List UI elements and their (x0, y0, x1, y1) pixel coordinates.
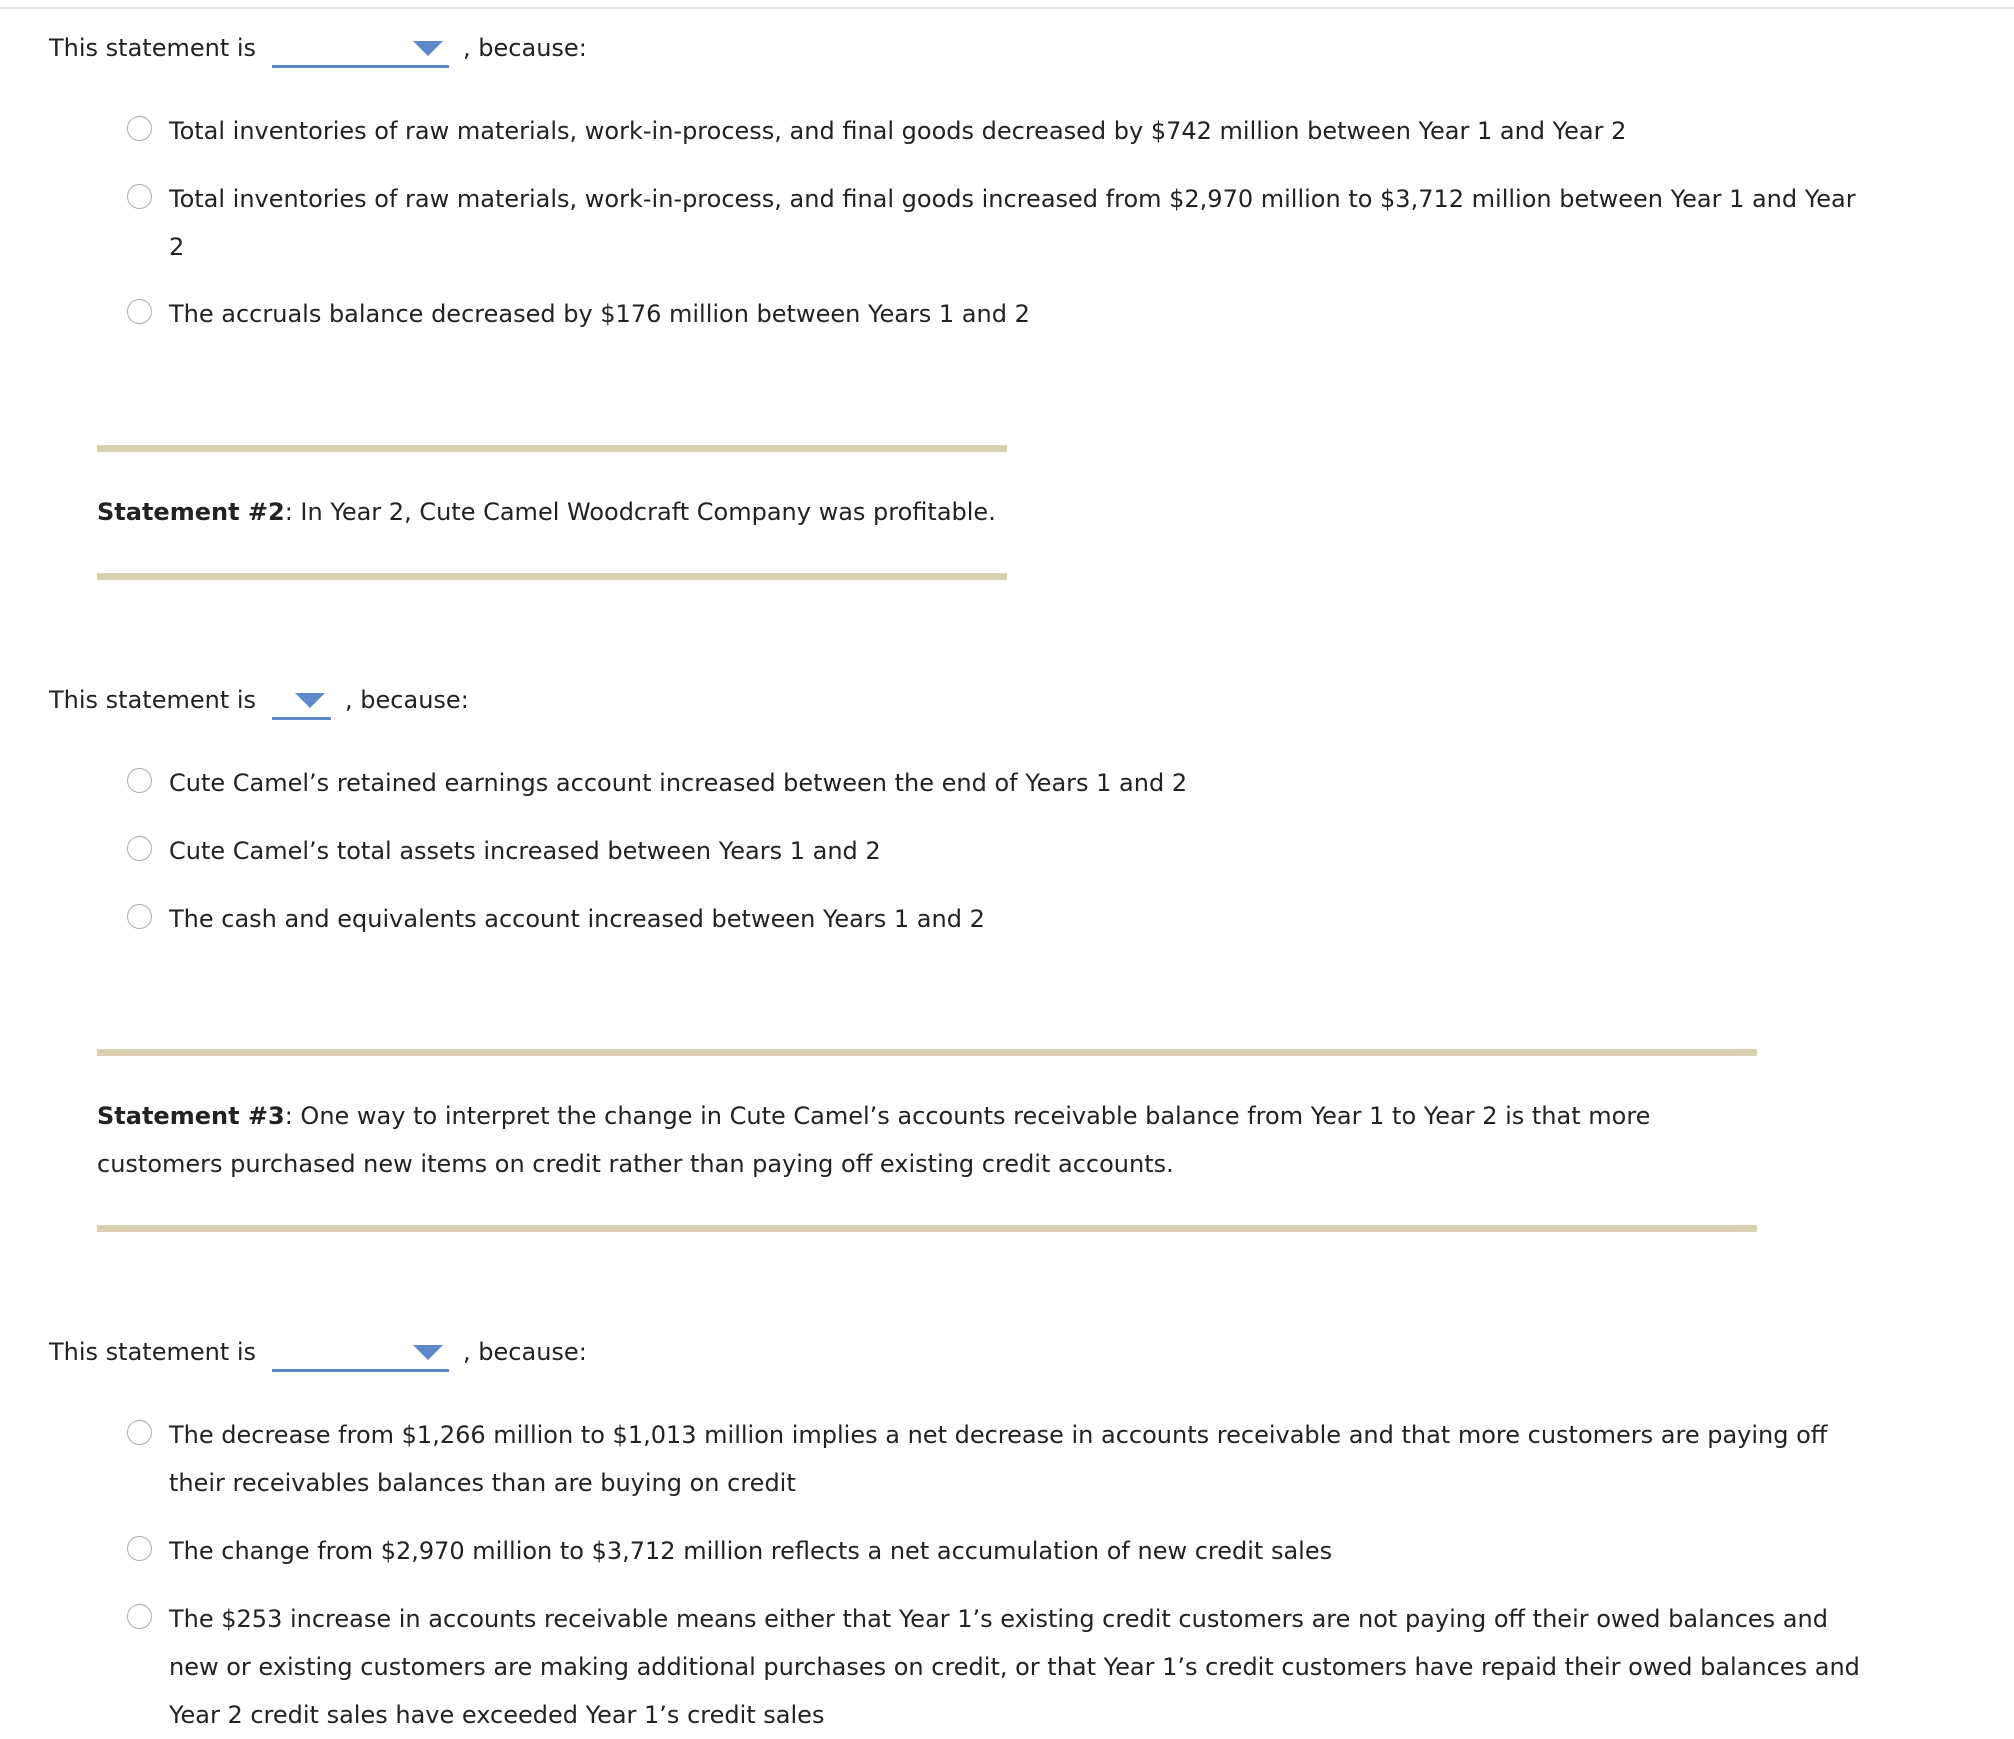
radio-unselected-icon[interactable] (127, 299, 152, 324)
option-label: Cute Camel’s retained earnings account increased between the end of Years 1 and 2 (169, 769, 1188, 797)
statement-3-prompt (49, 1332, 587, 1372)
caret-down-icon (295, 693, 325, 708)
prompt-suffix: , because: (345, 686, 469, 714)
radio-unselected-icon[interactable] (127, 1604, 152, 1629)
radio-unselected-icon[interactable] (127, 904, 152, 929)
radio-unselected-icon[interactable] (127, 836, 152, 861)
statement-3-text (97, 1092, 1747, 1188)
statement-3-dropdown[interactable] (272, 1332, 449, 1372)
option-label: Cute Camel’s total assets increased between Years 1 and 2 (169, 837, 881, 865)
top-divider (0, 7, 2014, 9)
statement-3-title: Statement #3 (97, 1102, 285, 1130)
caret-down-icon (413, 41, 443, 56)
prompt-prefix: This statement is (49, 686, 257, 714)
statement-3-bottom-divider (97, 1225, 1757, 1232)
prompt-prefix: This statement is (49, 34, 257, 62)
statement-1-dropdown[interactable] (272, 28, 449, 68)
option-label: The decrease from $1,266 million to $1,013 million implies a net decrease in accounts receivable and that more customers are paying off their receivables balances than are buying on credit (169, 1421, 1828, 1497)
radio-unselected-icon[interactable] (127, 1420, 152, 1445)
radio-unselected-icon[interactable] (127, 184, 152, 209)
caret-down-icon (413, 1345, 443, 1360)
statement-2-text (97, 488, 1747, 536)
option-label: The $253 increase in accounts receivable means either that Year 1’s existing credit customers are not paying off their owed balances and new or existing customers are making additional purchases on credit, or that Year 1’s credit customers have repaid their owed balances and Year 2 credit sales have exceeded Year 1’s credit sales (169, 1605, 1860, 1729)
option-label: The cash and equivalents account increased between Years 1 and 2 (169, 905, 985, 933)
statement-2-dropdown[interactable] (272, 680, 331, 720)
statement-2-top-divider (97, 445, 1007, 452)
prompt-suffix: , because: (463, 34, 587, 62)
radio-unselected-icon[interactable] (127, 1536, 152, 1561)
statement-2-bottom-divider (97, 573, 1007, 580)
statement-3-body: : One way to interpret the change in Cute Camel’s accounts receivable balance from Year 1 to Year 2 is that more customers purchased new items on credit rather than paying off existing credit accounts. (97, 1102, 1651, 1178)
statement-2-title: Statement #2 (97, 498, 285, 526)
prompt-suffix: , because: (463, 1338, 587, 1366)
option-label: Total inventories of raw materials, work-in-process, and final goods increased from $2,970 million to $3,712 million between Year 1 and Year 2 (169, 185, 1856, 261)
statement-1-prompt (49, 28, 587, 68)
statement-3-top-divider (97, 1049, 1757, 1056)
prompt-prefix: This statement is (49, 1338, 257, 1366)
statement-2-body: : In Year 2, Cute Camel Woodcraft Company was profitable. (284, 498, 996, 526)
option-label: Total inventories of raw materials, work-in-process, and final goods decreased by $742 million between Year 1 and Year 2 (169, 117, 1627, 145)
option-label: The change from $2,970 million to $3,712 million reflects a net accumulation of new credit sales (169, 1537, 1333, 1565)
radio-unselected-icon[interactable] (127, 116, 152, 141)
statement-2-prompt (49, 680, 469, 720)
radio-unselected-icon[interactable] (127, 768, 152, 793)
option-label: The accruals balance decreased by $176 million between Years 1 and 2 (169, 300, 1030, 328)
